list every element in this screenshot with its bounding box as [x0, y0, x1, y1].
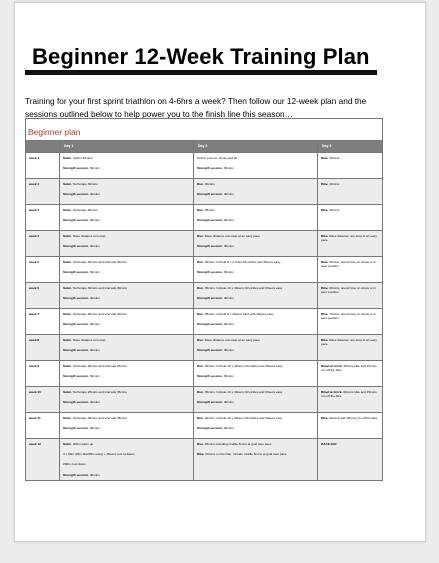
session-detail: 30mins: [88, 192, 100, 197]
session-line: [321, 182, 379, 186]
intro-paragraph: Training for your first sprint triathlon on 4-6hrs a week? Then follow our 12-week plan and the sessions outlined below to help power you to the finish line this season…: [25, 96, 367, 119]
week-label: week 4: [26, 231, 60, 257]
session-type: Swim.: [63, 234, 72, 238]
session-detail: 30mins: [222, 400, 234, 405]
session-line: [197, 182, 314, 186]
session-detail: Race distance non-stop at an easy pace: [321, 338, 377, 347]
table-row: [26, 231, 383, 257]
session-line: [321, 234, 379, 242]
table-row: [26, 283, 383, 309]
session-detail: 30mins: [88, 166, 100, 171]
day-3-cell: [318, 153, 383, 179]
session-detail: Veribo 30mins: [71, 156, 93, 160]
session-detail: 50mins, spend time on drops or in aero position: [321, 260, 376, 269]
session-line: [63, 312, 190, 316]
session-detail: Race distance non-stop at an easy pace: [203, 338, 260, 342]
session-type: Bike.: [321, 156, 329, 160]
day-2-cell: [194, 257, 318, 283]
session-type: Swim.: [63, 442, 72, 446]
session-line: [63, 260, 190, 264]
session-detail: Race distance non-stop at an easy pace: [321, 234, 377, 243]
session-line: [197, 286, 314, 290]
session-type: Swim.: [63, 390, 72, 394]
session-detail: 30mins: [88, 472, 100, 477]
session-line: [197, 364, 314, 368]
session-line: [63, 473, 190, 477]
week-label: week 5: [26, 257, 60, 283]
session-detail: 60mins and 15mins run off the bike: [328, 416, 378, 420]
session-type: Bike.: [321, 208, 329, 212]
session-line: [197, 260, 314, 264]
session-detail: Technique 25mins and intervals 35mins: [71, 390, 127, 394]
session-type: Strength session.: [63, 426, 89, 431]
session-detail: 30mins: [222, 270, 234, 275]
session-line: [63, 166, 190, 170]
session-detail: 30mins: [222, 426, 234, 431]
day-3-cell: [318, 231, 383, 257]
table-row: [26, 205, 383, 231]
session-detail: 35mins. Include 10 x 30secs hill strides and 30secs easy: [203, 286, 283, 290]
session-detail: Check your run shoes and kit: [197, 156, 238, 160]
session-type: Strength session.: [197, 192, 223, 197]
session-type: Swim.: [63, 156, 72, 160]
session-detail: 30mins: [222, 348, 234, 353]
day-1-cell: [60, 205, 194, 231]
session-line: [197, 218, 314, 222]
header-day-1: Day 1: [60, 141, 194, 153]
session-line: [63, 442, 190, 446]
session-detail: 30mins: [88, 218, 100, 223]
table-row: [26, 439, 383, 481]
table-row: [26, 179, 383, 205]
title-underline: [25, 70, 377, 75]
day-1-cell: [60, 335, 194, 361]
session-line: [63, 244, 190, 248]
session-type: Bike.: [321, 234, 329, 238]
session-line: [197, 442, 314, 446]
session-detail: 30mins: [222, 322, 234, 327]
session-type: Run.: [197, 390, 204, 394]
session-detail: 35mins: [203, 208, 215, 212]
session-type: Run.: [197, 286, 204, 290]
training-plan-table: [25, 118, 383, 481]
session-line: [197, 192, 314, 196]
session-type: Run.: [197, 416, 204, 420]
session-type: Bike/run brick.: [321, 364, 343, 368]
session-type: Bike.: [321, 416, 329, 420]
session-line: [63, 462, 190, 466]
session-detail: 30mins: [88, 348, 100, 353]
session-line: [197, 452, 314, 456]
session-line: [197, 374, 314, 378]
session-line: [63, 270, 190, 274]
session-type: Strength session.: [63, 296, 89, 301]
week-label: week 7: [26, 309, 60, 335]
session-line: [197, 348, 314, 352]
day-3-cell: [318, 205, 383, 231]
session-line: [63, 182, 190, 186]
session-type: Strength session.: [63, 166, 89, 171]
session-type: Run.: [197, 364, 204, 368]
session-line: [63, 192, 190, 196]
session-detail: Technique 30mins: [71, 208, 98, 212]
session-line: [197, 234, 314, 238]
session-line: [63, 322, 190, 326]
day-2-cell: [194, 205, 318, 231]
session-type: Swim.: [63, 416, 72, 420]
session-type: Strength session.: [197, 244, 223, 249]
session-detail: 45mins bike and 15mins run off the bike: [321, 364, 377, 373]
table-row: [26, 335, 383, 361]
session-type: Strength session.: [197, 426, 223, 431]
session-detail: 30mins: [88, 426, 100, 431]
session-line: [63, 234, 190, 238]
session-detail: 60mins, spend time on drops or in aero position: [321, 286, 376, 295]
session-type: Swim.: [63, 208, 72, 212]
day-3-cell: [318, 387, 383, 413]
session-type: RACE DAY.: [321, 442, 338, 446]
week-label: week 3: [26, 205, 60, 231]
table-row: [26, 361, 383, 387]
session-type: Run.: [197, 312, 204, 316]
session-line: [63, 390, 190, 394]
session-detail: 30mins: [203, 182, 215, 186]
week-label: week 12: [26, 439, 60, 481]
header-day-2: Day 2: [194, 141, 318, 153]
session-type: Run.: [197, 234, 204, 238]
day-3-cell: [318, 413, 383, 439]
session-line: [63, 426, 190, 430]
session-line: [63, 452, 190, 456]
session-detail: 35mins. Include 6 x 30secs hard with 30secs easy: [203, 312, 274, 316]
session-detail: 40mins: [328, 208, 340, 212]
day-3-cell: [318, 361, 383, 387]
day-3-cell: [318, 283, 383, 309]
session-line: [63, 296, 190, 300]
session-detail: 30mins: [222, 244, 234, 249]
day-2-cell: [194, 153, 318, 179]
session-type: Bike.: [321, 260, 329, 264]
session-line: [197, 244, 314, 248]
header-day-3: Day 3: [318, 141, 383, 153]
session-type: Strength session.: [197, 374, 223, 379]
session-line: [63, 156, 190, 160]
session-line: [197, 296, 314, 300]
day-2-cell: [194, 335, 318, 361]
day-2-cell: [194, 283, 318, 309]
session-type: Swim.: [63, 260, 72, 264]
session-detail: 25mins including middle 5mins at goal race pace: [203, 442, 272, 446]
session-type: Strength session.: [63, 322, 89, 327]
day-1-cell: [60, 283, 194, 309]
session-detail: 30mins. Include 10 x 30secs hill strides and 30secs easy: [203, 364, 283, 368]
session-detail: 30mins: [88, 270, 100, 275]
plan-caption: Beginner plan: [28, 127, 81, 137]
table-row: [26, 153, 383, 179]
session-detail: 4 x 50m (25m fast/25m easy) + 30secs rest between: [63, 452, 135, 457]
session-type: Strength session.: [197, 348, 223, 353]
plan-caption-cell: [26, 119, 383, 141]
session-detail: Race distance non-stop: [71, 338, 106, 342]
session-type: Run.: [197, 260, 204, 264]
session-type: Swim.: [63, 364, 72, 368]
session-type: Strength session.: [197, 400, 223, 405]
session-detail: 70mins, spend time on drops or in aero position: [321, 312, 376, 321]
session-line: [63, 400, 190, 404]
session-type: Strength session.: [63, 192, 89, 197]
session-detail: 30mins: [222, 218, 234, 223]
session-detail: 30mins: [328, 182, 340, 186]
day-3-cell: [318, 439, 383, 481]
session-detail: Technique 30mins and intervals 30mins: [71, 312, 127, 316]
session-detail: Technique 25mins and intervals 35mins: [71, 416, 127, 420]
session-line: [197, 208, 314, 212]
session-type: Swim.: [63, 286, 72, 290]
table-row: [26, 257, 383, 283]
day-2-cell: [194, 231, 318, 257]
day-1-cell: [60, 257, 194, 283]
day-1-cell: [60, 309, 194, 335]
session-type: Bike.: [321, 286, 329, 290]
session-type: Strength session.: [197, 270, 223, 275]
session-type: Run.: [197, 182, 204, 186]
table-row: [26, 309, 383, 335]
session-detail: 20mins on the bike. Include middle 5mins at goal race pace: [204, 452, 287, 457]
day-1-cell: [60, 361, 194, 387]
session-type: Strength session.: [197, 322, 223, 327]
session-detail: 30mins: [88, 322, 100, 327]
session-detail: Technique 30mins and intervals 30mins: [71, 286, 127, 290]
session-type: Strength session.: [63, 374, 89, 379]
day-1-cell: [60, 231, 194, 257]
session-line: [197, 390, 314, 394]
session-line: [197, 322, 314, 326]
header-week: [26, 141, 60, 153]
day-3-cell: [318, 335, 383, 361]
session-type: Swim.: [63, 338, 72, 342]
session-line: [63, 374, 190, 378]
day-2-cell: [194, 361, 318, 387]
day-1-cell: [60, 387, 194, 413]
session-detail: 30mins: [222, 166, 234, 171]
session-line: [321, 364, 379, 372]
session-detail: 30mins: [222, 192, 234, 197]
session-type: Strength session.: [197, 296, 223, 301]
session-line: [197, 270, 314, 274]
table-body: [26, 153, 383, 481]
session-line: [63, 208, 190, 212]
week-label: week 11: [26, 413, 60, 439]
session-type: Strength session.: [197, 166, 223, 171]
session-line: [321, 260, 379, 268]
session-detail: 30mins: [222, 296, 234, 301]
session-line: [63, 348, 190, 352]
week-label: week 10: [26, 387, 60, 413]
table-row: [26, 387, 383, 413]
session-line: [63, 218, 190, 222]
week-label: week 2: [26, 179, 60, 205]
session-type: Strength session.: [197, 218, 223, 223]
session-line: [63, 286, 190, 290]
session-line: [321, 286, 379, 294]
session-line: [321, 208, 379, 212]
session-line: [321, 390, 379, 398]
session-detail: 40mins. Include 10 x 30secs hill strides and 30secs easy: [203, 416, 283, 420]
session-type: Swim.: [63, 182, 72, 186]
session-type: Strength session.: [63, 472, 89, 477]
session-detail: 60mins bike and 15mins run off the bike: [321, 390, 377, 399]
day-1-cell: [60, 439, 194, 481]
session-detail: 30mins: [222, 374, 234, 379]
session-detail: 30mins: [88, 244, 100, 249]
session-line: [197, 400, 314, 404]
session-type: Bike.: [321, 182, 329, 186]
session-line: [321, 156, 379, 160]
session-line: [197, 312, 314, 316]
session-type: Run.: [197, 338, 204, 342]
day-3-cell: [318, 257, 383, 283]
session-line: [197, 426, 314, 430]
day-3-cell: [318, 179, 383, 205]
session-type: Bike/run brick.: [321, 390, 343, 394]
week-label: week 9: [26, 361, 60, 387]
day-2-cell: [194, 439, 318, 481]
week-label: week 8: [26, 335, 60, 361]
session-line: [321, 338, 379, 346]
day-2-cell: [194, 179, 318, 205]
session-type: Bike.: [321, 338, 329, 342]
session-line: [197, 166, 314, 170]
session-detail: Technique 30mins: [71, 182, 98, 186]
session-line: [321, 312, 379, 320]
day-1-cell: [60, 179, 194, 205]
session-detail: Technique 25mins and intervals 25mins: [71, 364, 127, 368]
session-type: Bike.: [321, 312, 329, 316]
session-type: Swim.: [63, 312, 72, 316]
session-type: Strength session.: [63, 348, 89, 353]
session-line: [321, 442, 379, 446]
day-2-cell: [194, 413, 318, 439]
table-header-row: [26, 141, 383, 153]
session-detail: Race distance non-stop at an easy pace: [203, 234, 260, 238]
session-type: Strength session.: [63, 270, 89, 275]
session-detail: 30mins: [88, 374, 100, 379]
day-1-cell: [60, 153, 194, 179]
session-detail: 30mins: [88, 400, 100, 405]
week-label: week 6: [26, 283, 60, 309]
session-detail: 30mins: [88, 296, 100, 301]
session-line: [63, 364, 190, 368]
page-title: Beginner 12-Week Training Plan: [32, 44, 370, 69]
day-2-cell: [194, 309, 318, 335]
session-type: Run.: [197, 208, 204, 212]
session-detail: 200m warm up: [71, 442, 94, 446]
session-type: Strength session.: [63, 400, 89, 405]
session-detail: 30mins. Include 5 x 2-3min hill strides and 30secs easy: [203, 260, 281, 264]
session-detail: 35mins. Include 10 x 30secs hill strides and 30secs easy: [203, 390, 283, 394]
session-detail: 30mins: [328, 156, 340, 160]
day-1-cell: [60, 413, 194, 439]
day-2-cell: [194, 387, 318, 413]
week-label: week 1: [26, 153, 60, 179]
session-line: [321, 416, 379, 420]
session-line: [63, 338, 190, 342]
day-3-cell: [318, 309, 383, 335]
table-row: [26, 413, 383, 439]
session-line: [197, 156, 314, 160]
session-line: [197, 338, 314, 342]
session-detail: Race distance non-stop: [71, 234, 106, 238]
session-detail: 200m cool down: [63, 462, 86, 467]
session-line: [63, 416, 190, 420]
session-type: Bike.: [197, 452, 205, 457]
session-type: Run.: [197, 442, 204, 446]
session-type: Strength session.: [63, 244, 89, 249]
session-detail: Technique 30mins and intervals 30mins: [71, 260, 127, 264]
session-line: [197, 416, 314, 420]
session-type: Strength session.: [63, 218, 89, 223]
